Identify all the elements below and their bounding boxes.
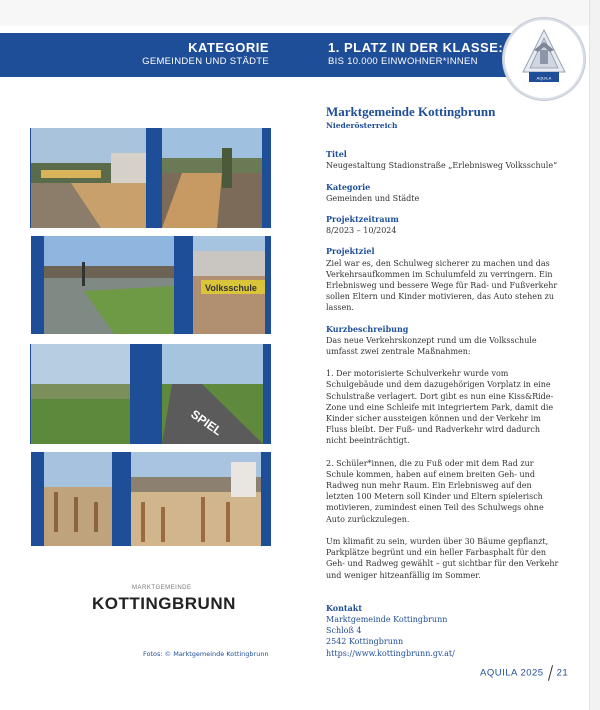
category-subtitle: GEMEINDEN UND STÄDTE — [142, 56, 269, 67]
category-title: KATEGORIE — [188, 40, 269, 55]
goal-label: Projektziel — [326, 246, 375, 257]
footer-divider — [548, 665, 553, 681]
photo-accent-bar-1b — [262, 128, 271, 228]
title-label: Titel — [326, 149, 347, 160]
placement-subtitle: BIS 10.000 EINWOHNER*INNEN — [328, 56, 478, 67]
contact-line: Schloß 4 — [326, 626, 362, 636]
goal-value: Ziel war es, den Schulweg sicherer zu machen und das Verkehrsaufkommen im Schulumfeld zu verringern. Ein Erlebnisweg und bessere Wege für Rad- und Fußverkehr sollen Eltern und Kinder motivieren, das Auto stehen zu lassen. — [326, 258, 558, 313]
category-label: Kategorie — [326, 181, 371, 192]
page-right-edge — [589, 0, 600, 710]
school-sign-text: Volksschule — [205, 283, 257, 293]
photo-parking-loop — [44, 236, 174, 334]
contact-line: 2542 Kottingbrunn — [326, 637, 404, 647]
state-name: Niederösterreich — [326, 121, 398, 130]
page-label: AQUILA 2025 — [480, 667, 544, 679]
placement-title: 1. PLATZ IN DER KLASSE: — [328, 40, 504, 55]
category-banner — [0, 33, 574, 77]
trophy-graphic — [505, 20, 583, 98]
description-paragraph: 1. Der motorisierte Schulverkehr wurde vom Schulgebäude und dem dazugehörigen Vorplatz in eine Schulstraße verlagert. Dort gibt es nun eine Kiss&Ride-Zone und eine Schleife mit integriertem Park, damit die Kinder sicher aussteigen können und der Verkehr im Fluss bleibt. Der Fuß- und Radverkehr wird dadurch nicht beeinträchtigt. — [326, 369, 554, 446]
photo-school-sign — [193, 236, 265, 334]
description-label: Kurzbeschreibung — [326, 323, 409, 334]
page-number: 21 — [556, 667, 569, 679]
description-paragraph: Das neue Verkehrskonzept rund um die Volksschule umfasst zwei zentrale Maßnahmen: — [326, 335, 537, 357]
description-paragraph: Um klimafit zu sein, wurden über 30 Bäume gepflanzt, Parkplätze begrünt und ein heller Farbasphalt für den Geh- und Radweg gewählt – gut sichtbar für den Verkehr und weniger hitzeanfällig im Sommer. — [326, 536, 559, 580]
placement-block — [328, 40, 503, 67]
photo-road-marking — [162, 344, 263, 444]
page-footer — [480, 665, 568, 681]
photo-playground-wood — [131, 452, 261, 546]
photo-credit: Fotos: © Marktgemeinde Kottingbrunn — [143, 650, 269, 658]
category-block — [142, 40, 269, 67]
aquila-trophy-icon — [503, 18, 585, 100]
contact-line: Marktgemeinde Kottingbrunn — [326, 614, 448, 624]
period-value: 8/2023 – 10/2024 — [326, 226, 397, 236]
photo-sidewalk — [162, 128, 262, 228]
period-label: Projektzeitraum — [326, 214, 399, 225]
contact-url-link[interactable]: https://www.kottingbrunn.gv.at/ — [326, 648, 455, 658]
title-value: Neugestaltung Stadionstraße „Erlebnisweg Volksschule“ — [326, 161, 558, 171]
category-value: Gemeinden und Städte — [326, 193, 420, 203]
photo-street-bench — [31, 128, 146, 228]
project-details — [326, 104, 560, 659]
municipality-name: Marktgemeinde Kottingbrunn — [326, 104, 496, 119]
road-marking-text: SPIEL — [188, 406, 225, 439]
logo-title: KOTTINGBRUNN — [92, 594, 236, 613]
contact-label: Kontakt — [326, 602, 363, 613]
photo-playground-posts — [44, 452, 112, 546]
logo-subtitle: MARKTGEMEINDE — [132, 585, 192, 591]
trophy-label: AQUILA — [536, 75, 552, 81]
description-paragraph: 2. Schüler*innen, die zu Fuß oder mit dem Rad zur Schule kommen, haben auf einem breiten Geh- und Radweg nun mehr Raum. Ein Erlebnisweg auf den letzten 100 Metern soll Kinder und Eltern spielerisch motivieren, zumindest einen Teil des Schulwegs ohne Auto zurückzulegen. — [326, 458, 544, 524]
photo-park-lawn — [31, 344, 130, 444]
